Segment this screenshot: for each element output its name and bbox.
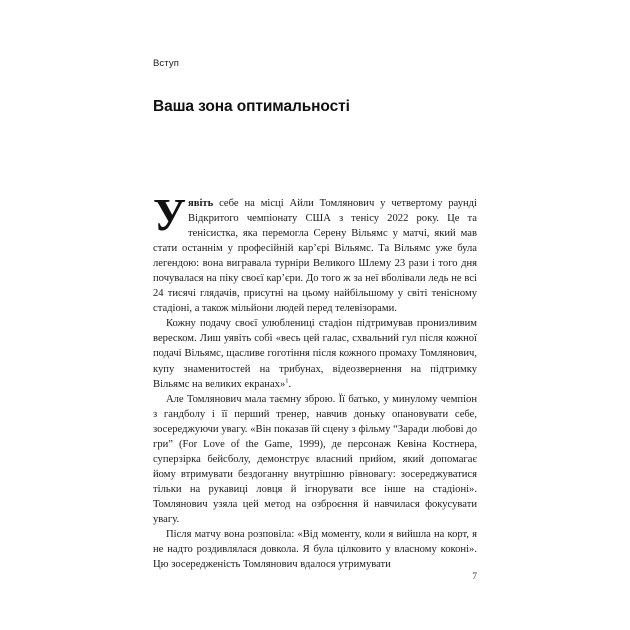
paragraph-2-text-tail: . — [288, 378, 292, 390]
paragraph-4 — [153, 527, 477, 572]
lead-in-text: явіть — [188, 198, 214, 209]
paragraph-1-text: себе на місці Айли Томлянович у четвертому раунді Відкритого чемпіонату США з тенісу 2022 року. Це та тенісистка, яка перемогла Серену Вільямс у матчі, який мав стати останнім у професійній кар’єрі Вільямс. Та Вільямс уже була легендою: вона вигравала турніри Великого Шлему 23 рази і того дня почувалася на піку своєї кар’єри. До того ж за неї вболівали ледь не всі 24 тисячі глядачів, присутні на цьому найбільшому у світі тенісному стадіоні, а також мільйони людей перед телевізорами. — [153, 198, 477, 315]
paragraph-2 — [153, 316, 477, 391]
running-head: Вступ — [153, 58, 179, 69]
paragraph-3 — [153, 392, 477, 527]
drop-cap: У — [153, 190, 187, 240]
body-text-block — [153, 190, 477, 572]
paragraph-2-text: Кожну подачу своєї улюблениці стадіон підтримував пронизливим вереском. Лиш уявіть собі «весь цей галас, схвальний гул після кожної подачі Вільямс, щасливе гоготіння після кожного промаху Томлянович, купу знаменитостей на трибунах, відеозвернення на підтримку Вільямс на великих екранах» — [153, 318, 477, 390]
page-number: 7 — [472, 572, 477, 582]
paragraph-3-text: Але Томлянович мала таємну зброю. Її батько, у минулому чемпіон з гандболу і її перший тренер, навчив доньку опановувати себе, зосереджуючи увагу. «Він показав їй сцену з фільму “Заради любові до гри” (For Love of the Game, 1999), де персонаж Кевіна Костнера, суперзірка бейсболу, демонструє власний прийом, який допомагає йому втримувати бездоганну внутрішню рівновагу: зосереджуватися тільки на рукавиці ловця й ігнорувати все інше на стадіоні». Томлянович узяла цей метод на озброєння й навчилася фокусувати увагу. — [153, 393, 477, 525]
chapter-title: Ваша зона оптимальності — [153, 98, 350, 116]
footnote-reference[interactable]: 1 — [285, 377, 289, 385]
paragraph-4-text: Після матчу вона розповіла: «Від моменту, коли я вийшла на корт, я не надто роздивлялася довкола. Я була цілковито у власному коконі». Цю зосередженість Томлянович вдалося утримувати — [153, 529, 477, 571]
paragraph-1 — [153, 190, 477, 316]
